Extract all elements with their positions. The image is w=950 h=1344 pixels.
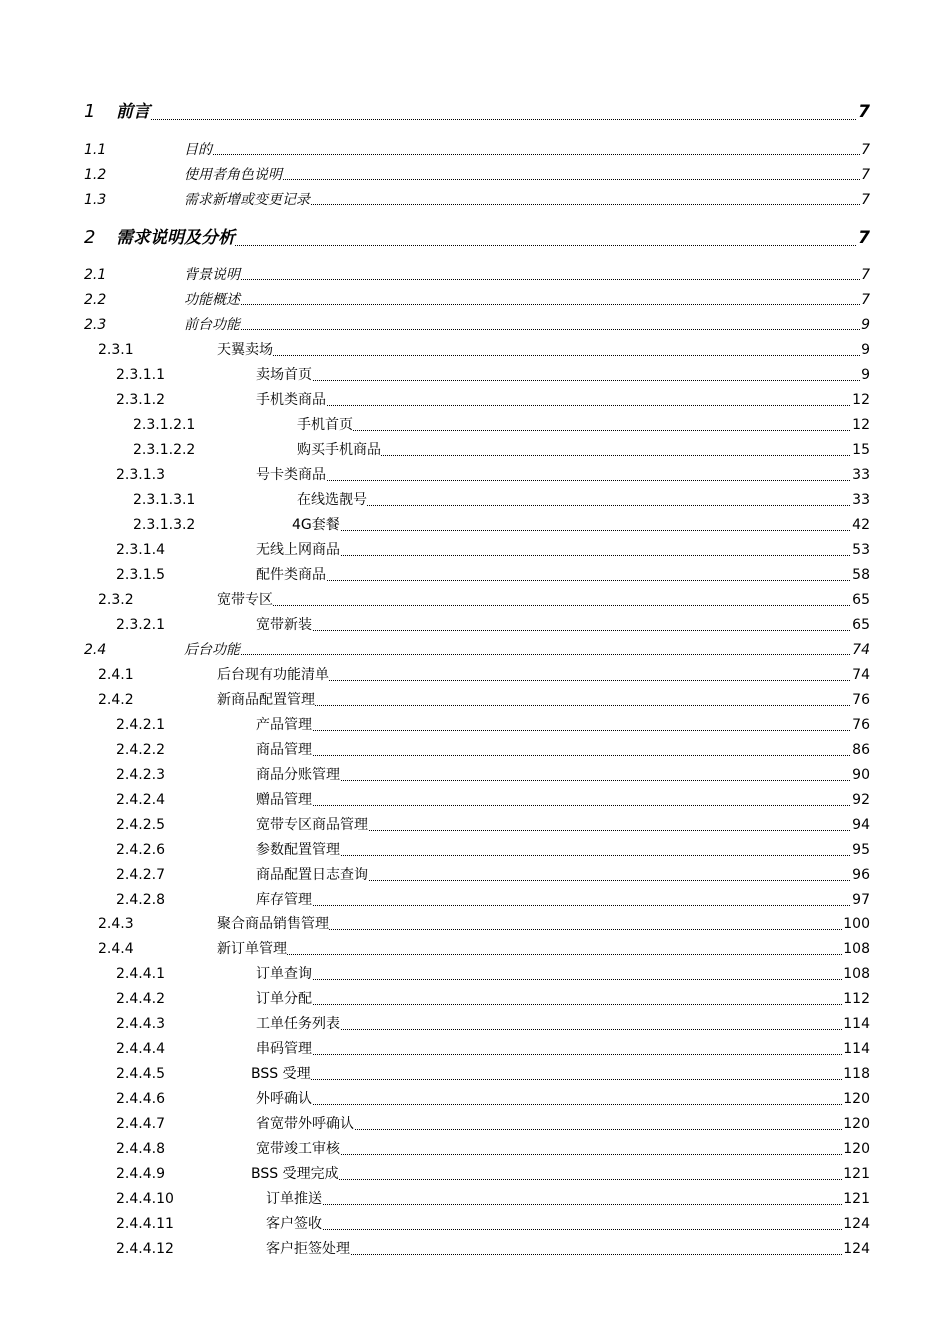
toc-dot-leader (256, 979, 868, 980)
toc-entry-number: 2.1 (84, 264, 106, 286)
toc-dot-leader (256, 1054, 868, 1055)
toc-entry-number: 2.4.4.7 (116, 1113, 165, 1135)
toc-entry[interactable] (0, 614, 950, 636)
toc-entry-page-number: 76 (851, 689, 870, 711)
toc-dot-leader (251, 1179, 868, 1180)
toc-entry-page-number: 94 (851, 814, 870, 836)
toc-entry-page-number: 9 (860, 339, 870, 361)
toc-entry-title: 参数配置管理 (256, 839, 340, 861)
toc-entry-number: 2.3.1.2.1 (133, 414, 195, 436)
toc-entry-title: 订单分配 (256, 988, 312, 1010)
toc-entry-number: 2.3.1.2 (116, 389, 165, 411)
toc-dot-leader (256, 805, 868, 806)
toc-entry-number: 1 (84, 101, 96, 122)
toc-entry[interactable] (0, 539, 950, 561)
toc-dot-leader (297, 505, 868, 506)
toc-entry-title: 功能概述 (184, 289, 240, 311)
toc-dot-leader (256, 855, 868, 856)
toc-entry-page-number: 97 (851, 889, 870, 911)
toc-entry-number: 2.4.4.11 (116, 1213, 174, 1235)
toc-entry[interactable] (0, 264, 950, 286)
toc-entry-page-number: 7 (860, 139, 870, 161)
toc-entry-number: 2.3.1.4 (116, 539, 165, 561)
toc-entry-title: 无线上网商品 (256, 539, 340, 561)
toc-entry[interactable] (0, 839, 950, 861)
toc-entry-number: 2.4.2.7 (116, 864, 165, 886)
toc-entry-page-number: 124 (842, 1213, 870, 1235)
toc-entry-page-number: 74 (851, 639, 870, 661)
toc-entry-page-number: 12 (851, 389, 870, 411)
toc-entry-page-number: 33 (851, 464, 870, 486)
toc-dot-leader (184, 304, 868, 305)
toc-dot-leader (256, 730, 868, 731)
toc-entry-number: 2.3.1.1 (116, 364, 165, 386)
toc-entry-page-number: 12 (851, 414, 870, 436)
toc-dot-leader (297, 455, 868, 456)
toc-dot-leader (256, 1104, 868, 1105)
toc-entry-number: 2.4.3 (98, 913, 134, 935)
toc-entry-page-number: 90 (851, 764, 870, 786)
toc-entry[interactable] (0, 1213, 950, 1235)
toc-dot-leader (256, 1029, 868, 1030)
toc-entry-page-number: 7 (860, 264, 870, 286)
toc-entry-number: 1.3 (84, 189, 106, 211)
toc-dot-leader (217, 355, 868, 356)
toc-entry-title: 前台功能 (184, 314, 240, 336)
toc-entry-title: BSS 受理 (251, 1063, 311, 1085)
toc-entry-number: 2.4.4.12 (116, 1238, 174, 1260)
toc-entry-title: 客户签收 (266, 1213, 322, 1235)
toc-entry-number: 2.3.1.3.2 (133, 514, 195, 536)
toc-entry-page-number: 120 (842, 1088, 870, 1110)
toc-entry-number: 2.4.4.2 (116, 988, 165, 1010)
toc-dot-leader (266, 1254, 868, 1255)
toc-entry-page-number: 95 (851, 839, 870, 861)
toc-entry-number: 2.3.1.3 (116, 464, 165, 486)
toc-entry-page-number: 7 (860, 289, 870, 311)
toc-entry-number: 2.4.4.9 (116, 1163, 165, 1185)
toc-entry-page-number: 74 (851, 664, 870, 686)
toc-entry-page-number: 15 (851, 439, 870, 461)
toc-entry[interactable] (0, 364, 950, 386)
toc-entry-number: 2.3.1.3.1 (133, 489, 195, 511)
toc-entry[interactable] (0, 814, 950, 836)
toc-entry[interactable] (0, 1013, 950, 1035)
toc-dot-leader (256, 905, 868, 906)
toc-entry-number: 2.3 (84, 314, 106, 336)
toc-entry-number: 2.4.2.1 (116, 714, 165, 736)
toc-dot-leader (297, 430, 868, 431)
toc-entry-page-number: 7 (858, 228, 870, 248)
toc-entry[interactable] (0, 639, 950, 661)
toc-dot-leader (184, 179, 868, 180)
toc-dot-leader (292, 530, 868, 531)
toc-entry[interactable] (0, 489, 950, 511)
toc-entry[interactable] (0, 913, 950, 935)
toc-entry-title: 购买手机商品 (297, 439, 381, 461)
toc-entry-number: 2 (84, 227, 96, 248)
toc-entry-page-number: 120 (842, 1113, 870, 1135)
toc-entry[interactable] (0, 389, 950, 411)
toc-entry-number: 2.4 (84, 639, 106, 661)
toc-entry-title: 配件类商品 (256, 564, 326, 586)
toc-entry-page-number: 114 (842, 1038, 870, 1060)
toc-entry[interactable] (0, 339, 950, 361)
toc-entry-number: 2.4.4.10 (116, 1188, 174, 1210)
toc-entry-title: 新订单管理 (217, 938, 287, 960)
toc-entry-number: 2.4.4.6 (116, 1088, 165, 1110)
toc-dot-leader (256, 480, 868, 481)
toc-entry-number: 2.3.2 (98, 589, 134, 611)
toc-dot-leader (256, 755, 868, 756)
toc-entry[interactable] (0, 714, 950, 736)
toc-entry-number: 2.3.1.2.2 (133, 439, 195, 461)
toc-entry[interactable] (0, 739, 950, 761)
toc-entry-number: 1.1 (84, 139, 106, 161)
toc-entry-title: 后台现有功能清单 (217, 664, 329, 686)
toc-entry-page-number: 108 (842, 963, 870, 985)
toc-entry[interactable] (0, 589, 950, 611)
toc-entry-number: 2.4.4.1 (116, 963, 165, 985)
toc-entry[interactable] (0, 314, 950, 336)
toc-entry-number: 2.4.2.3 (116, 764, 165, 786)
toc-dot-leader (217, 954, 868, 955)
toc-entry-page-number: 58 (851, 564, 870, 586)
toc-entry-number: 2.4.4.4 (116, 1038, 165, 1060)
toc-entry-page-number: 121 (842, 1188, 870, 1210)
toc-entry-title: 赠品管理 (256, 789, 312, 811)
toc-entry[interactable] (0, 1063, 950, 1085)
toc-entry[interactable] (0, 938, 950, 960)
toc-entry-title: 商品配置日志查询 (256, 864, 368, 886)
toc-dot-leader (266, 1229, 868, 1230)
toc-dot-leader (256, 780, 868, 781)
toc-entry-page-number: 33 (851, 489, 870, 511)
toc-entry-number: 2.2 (84, 289, 106, 311)
toc-entry-title: 客户拒签处理 (266, 1238, 350, 1260)
toc-entry-title: 工单任务列表 (256, 1013, 340, 1035)
toc-entry-title: 省宽带外呼确认 (256, 1113, 354, 1135)
toc-entry-number: 1.2 (84, 164, 106, 186)
toc-entry-title: 在线选靓号 (297, 489, 367, 511)
toc-entry[interactable] (0, 464, 950, 486)
toc-entry-title: 订单推送 (266, 1188, 322, 1210)
toc-dot-leader (116, 119, 868, 120)
toc-entry-title: 宽带专区商品管理 (256, 814, 368, 836)
toc-entry-title: 宽带专区 (217, 589, 273, 611)
toc-entry-number: 2.4.2.2 (116, 739, 165, 761)
toc-entry-page-number: 108 (842, 938, 870, 960)
toc-entry-page-number: 7 (858, 102, 870, 122)
toc-entry-page-number: 114 (842, 1013, 870, 1035)
toc-entry[interactable] (0, 889, 950, 911)
toc-entry-number: 2.4.4.3 (116, 1013, 165, 1035)
toc-entry-title: 需求新增或变更记录 (184, 189, 310, 211)
toc-entry-number: 2.4.4.8 (116, 1138, 165, 1160)
toc-entry-number: 2.3.1 (98, 339, 134, 361)
toc-entry-title: 产品管理 (256, 714, 312, 736)
toc-entry-title: 天翼卖场 (217, 339, 273, 361)
toc-entry[interactable] (0, 101, 950, 123)
toc-entry[interactable] (0, 1138, 950, 1160)
toc-entry[interactable] (0, 1113, 950, 1135)
toc-dot-leader (217, 605, 868, 606)
toc-entry-page-number: 42 (851, 514, 870, 536)
toc-entry-page-number: 9 (860, 364, 870, 386)
toc-entry[interactable] (0, 227, 950, 249)
toc-entry-title: 需求说明及分析 (116, 228, 235, 248)
toc-dot-leader (184, 654, 868, 655)
toc-entry-title: 外呼确认 (256, 1088, 312, 1110)
toc-entry-title: 目的 (184, 139, 212, 161)
toc-entry[interactable] (0, 289, 950, 311)
toc-entry[interactable] (0, 689, 950, 711)
toc-entry-page-number: 92 (851, 789, 870, 811)
toc-entry[interactable] (0, 963, 950, 985)
toc-entry-number: 2.4.2.5 (116, 814, 165, 836)
toc-entry[interactable] (0, 164, 950, 186)
toc-entry[interactable] (0, 414, 950, 436)
toc-entry[interactable] (0, 664, 950, 686)
toc-entry[interactable] (0, 1238, 950, 1260)
toc-entry-page-number: 100 (842, 913, 870, 935)
toc-entry-page-number: 86 (851, 739, 870, 761)
toc-entry-page-number: 124 (842, 1238, 870, 1260)
toc-entry-page-number: 76 (851, 714, 870, 736)
toc-entry-title: BSS 受理完成 (251, 1163, 339, 1185)
toc-entry-title: 卖场首页 (256, 364, 312, 386)
toc-entry-page-number: 112 (842, 988, 870, 1010)
toc-entry[interactable] (0, 988, 950, 1010)
toc-entry-page-number: 9 (860, 314, 870, 336)
toc-entry-title: 宽带竣工审核 (256, 1138, 340, 1160)
toc-entry-title: 背景说明 (184, 264, 240, 286)
toc-entry-page-number: 7 (860, 164, 870, 186)
toc-dot-leader (256, 1154, 868, 1155)
toc-entry[interactable] (0, 139, 950, 161)
toc-entry-title: 使用者角色说明 (184, 164, 282, 186)
toc-entry[interactable] (0, 1188, 950, 1210)
toc-entry-number: 2.4.4.5 (116, 1063, 165, 1085)
toc-entry[interactable] (0, 189, 950, 211)
toc-entry-page-number: 7 (860, 189, 870, 211)
toc-entry-page-number: 121 (842, 1163, 870, 1185)
toc-entry[interactable] (0, 1038, 950, 1060)
toc-entry-number: 2.4.2 (98, 689, 134, 711)
toc-entry-title: 手机首页 (297, 414, 353, 436)
toc-entry-title: 商品分账管理 (256, 764, 340, 786)
toc-entry-title: 手机类商品 (256, 389, 326, 411)
toc-entry-title: 新商品配置管理 (217, 689, 315, 711)
toc-entry[interactable] (0, 1088, 950, 1110)
toc-entry[interactable] (0, 564, 950, 586)
toc-dot-leader (256, 380, 868, 381)
toc-entry-number: 2.3.2.1 (116, 614, 165, 636)
toc-entry-title: 聚合商品销售管理 (217, 913, 329, 935)
toc-dot-leader (256, 405, 868, 406)
toc-entry-title: 商品管理 (256, 739, 312, 761)
toc-entry-number: 2.3.1.5 (116, 564, 165, 586)
toc-entry[interactable] (0, 1163, 950, 1185)
toc-entry-page-number: 65 (851, 614, 870, 636)
toc-entry-title: 串码管理 (256, 1038, 312, 1060)
toc-dot-leader (256, 1004, 868, 1005)
toc-entry-page-number: 65 (851, 589, 870, 611)
toc-entry-title: 宽带新装 (256, 614, 312, 636)
toc-entry-page-number: 53 (851, 539, 870, 561)
toc-entry[interactable] (0, 439, 950, 461)
toc-entry[interactable] (0, 864, 950, 886)
toc-dot-leader (256, 555, 868, 556)
toc-entry-number: 2.4.1 (98, 664, 134, 686)
toc-entry-title: 订单查询 (256, 963, 312, 985)
toc-dot-leader (184, 329, 868, 330)
toc-entry-page-number: 96 (851, 864, 870, 886)
toc-entry-page-number: 120 (842, 1138, 870, 1160)
toc-entry-number: 2.4.2.8 (116, 889, 165, 911)
toc-dot-leader (184, 154, 868, 155)
toc-entry-number: 2.4.2.6 (116, 839, 165, 861)
toc-entry-title: 号卡类商品 (256, 464, 326, 486)
toc-entry-page-number: 118 (842, 1063, 870, 1085)
toc-entry-title: 库存管理 (256, 889, 312, 911)
toc-entry[interactable] (0, 789, 950, 811)
toc-dot-leader (184, 279, 868, 280)
toc-entry-title: 后台功能 (184, 639, 240, 661)
toc-dot-leader (256, 630, 868, 631)
toc-entry-number: 2.4.4 (98, 938, 134, 960)
toc-entry-number: 2.4.2.4 (116, 789, 165, 811)
toc-dot-leader (266, 1204, 868, 1205)
toc-dot-leader (251, 1079, 868, 1080)
toc-entry-title: 前言 (116, 102, 150, 122)
toc-dot-leader (256, 580, 868, 581)
toc-entry[interactable] (0, 514, 950, 536)
toc-entry[interactable] (0, 764, 950, 786)
toc-entry-title: 4G套餐 (292, 514, 340, 536)
